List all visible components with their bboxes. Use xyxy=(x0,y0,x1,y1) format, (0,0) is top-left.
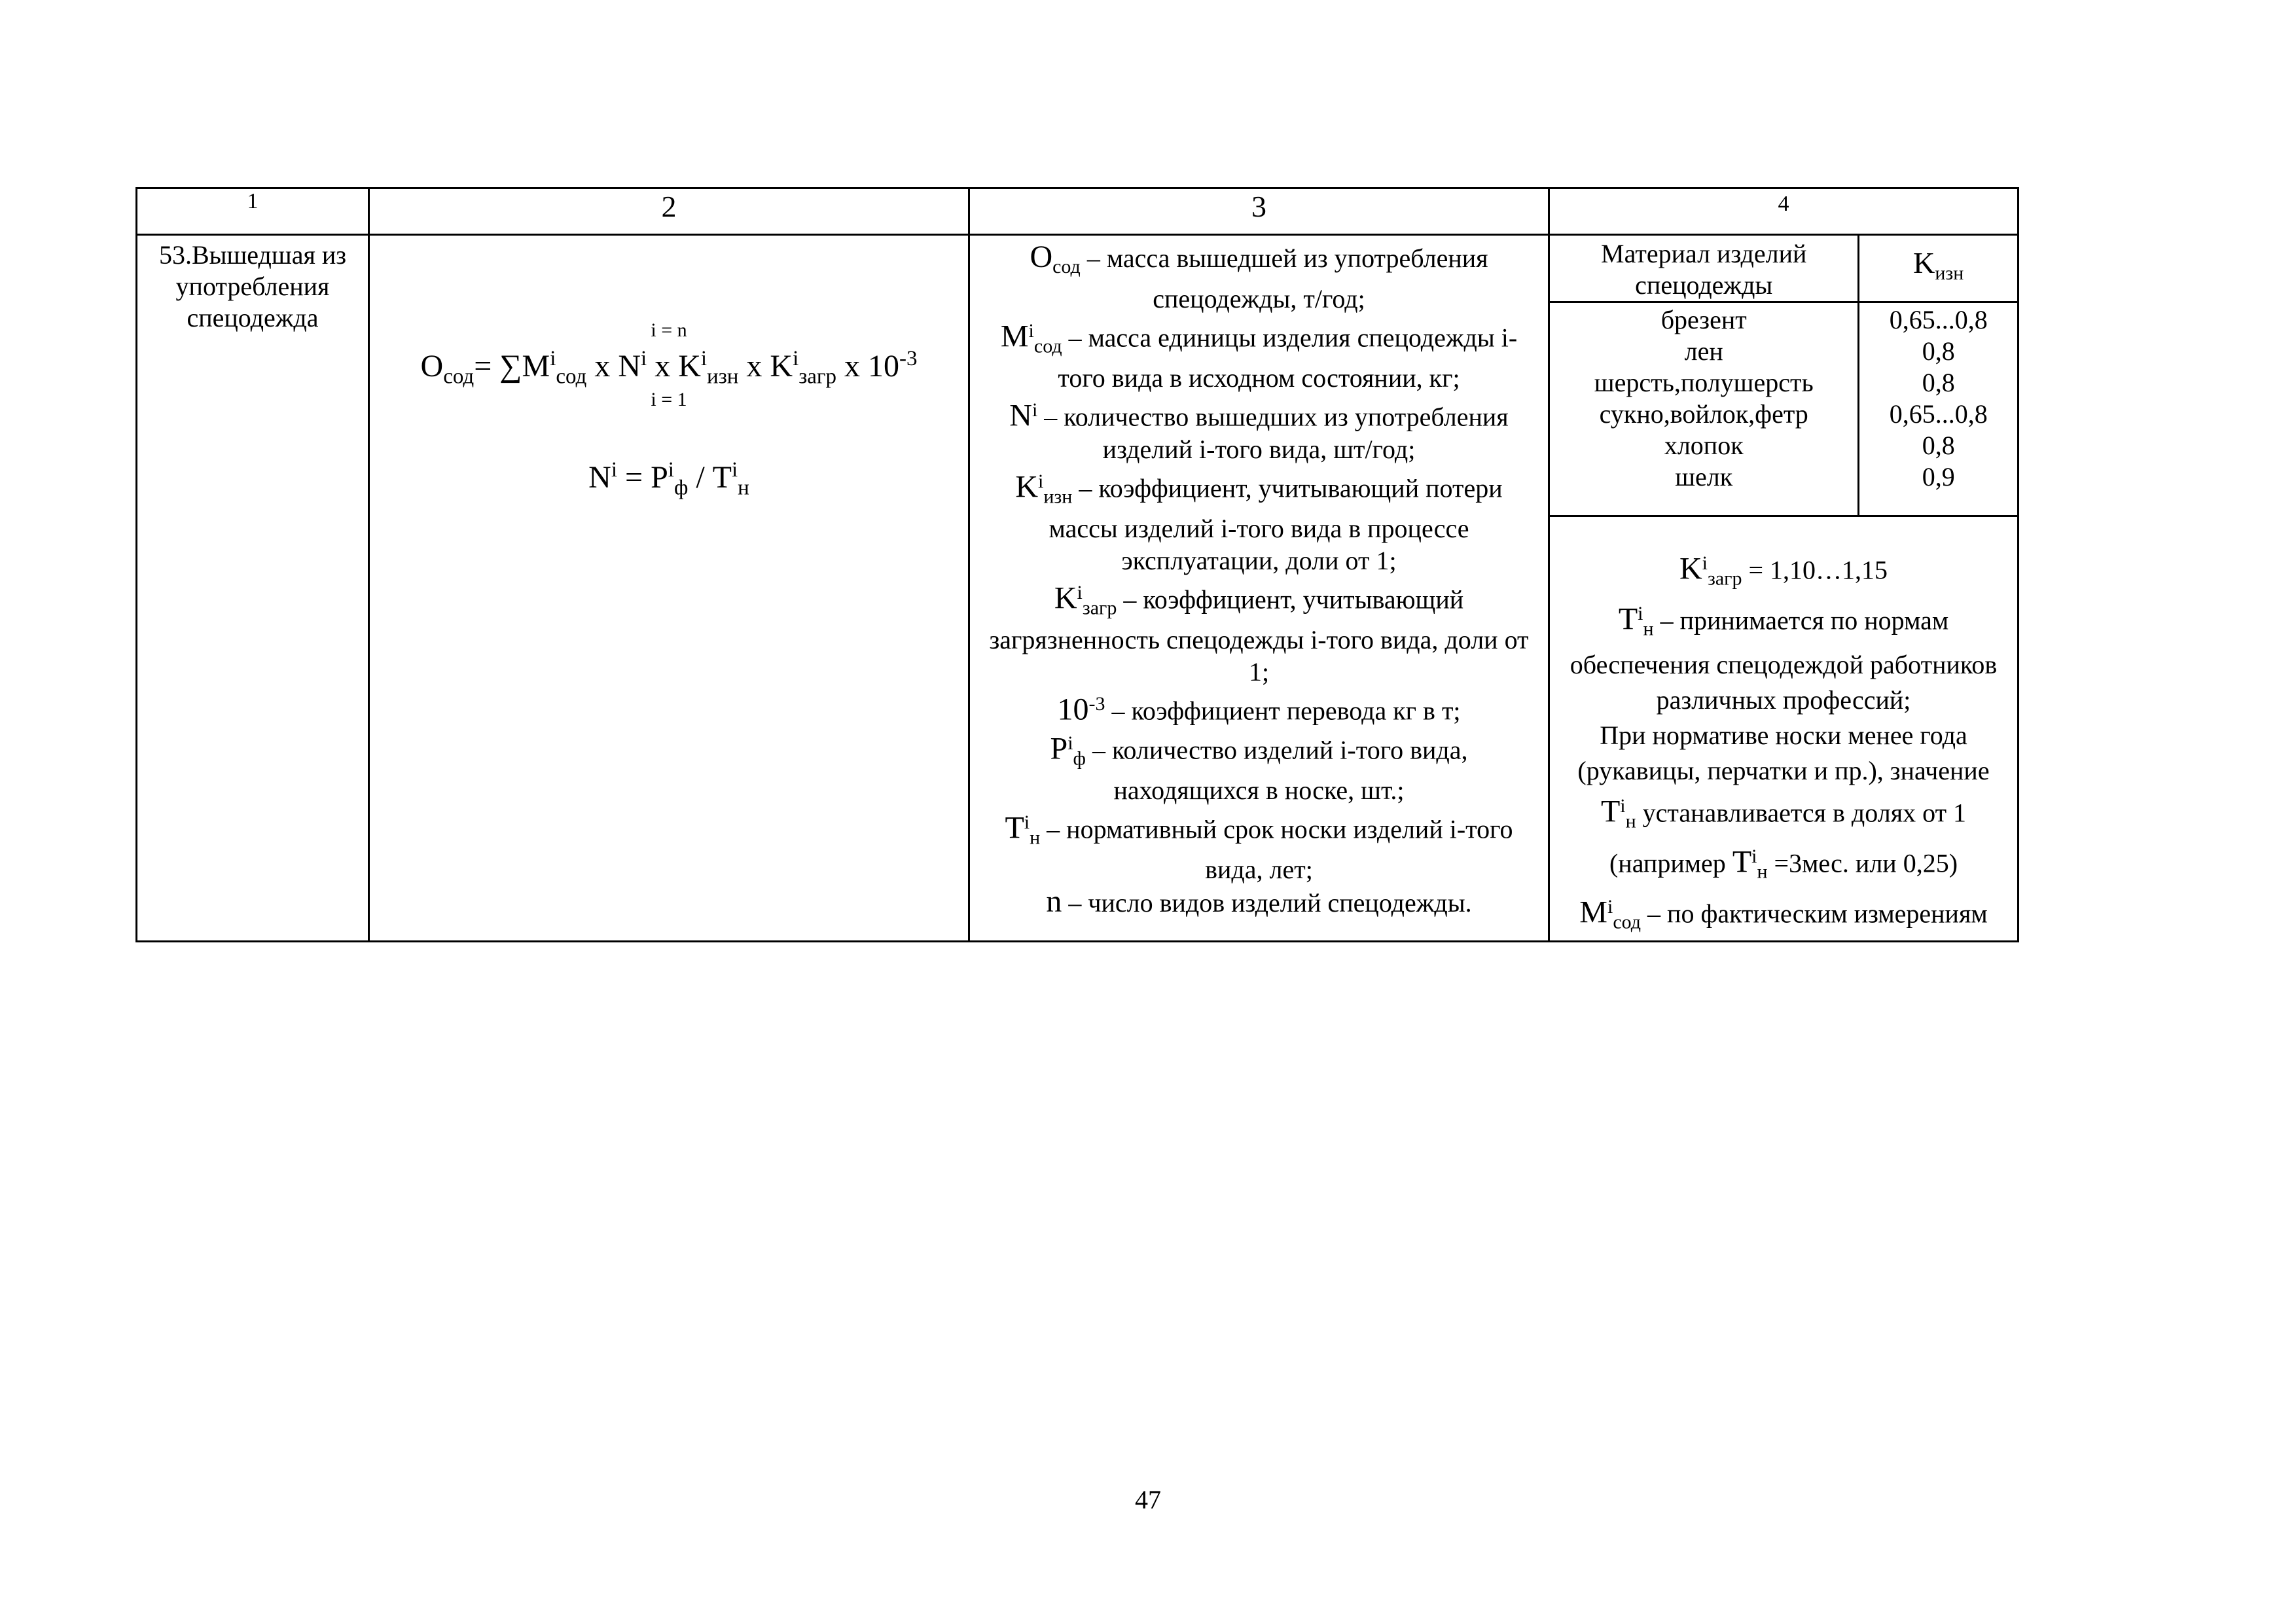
note-t-n: $Т^i_н$ – принимается по нормам обеспечения спецодеждой работников различных профессий; xyxy=(1570,601,1998,715)
notes-block xyxy=(1550,515,2017,940)
definition-m-sod: $М^i_{сод}$ – масса единицы изделия спецодежды i-того вида в исходном состоянии, кг; xyxy=(1000,319,1518,393)
list-item: сукно,войлок,фетр xyxy=(1599,399,1808,429)
table-row xyxy=(137,235,2018,942)
sum-lower-limit: i = 1 xyxy=(651,389,687,410)
header-row xyxy=(137,188,2018,235)
main-formula: $О_{сод}= \sum М^i_{сод}$ х $N^i$ х $K^i_{изн}$ х $K^i_{загр}$ х $10^{-3}$ xyxy=(420,347,918,389)
material-header: Материал изделий спецодежды xyxy=(1550,236,1859,302)
k-value-list xyxy=(1859,302,2017,516)
definition-t-n: $Т^i_н$ – нормативный срок носки изделий i-того вида, лет; xyxy=(1005,810,1513,885)
list-item: брезент xyxy=(1660,305,1747,334)
list-item: 0,8 xyxy=(1922,368,1955,397)
definition-k-izn: $K^i_{изн}$ – коэффициент, учитывающий потери массы изделий i-того вида в процессе эксплуатации, доли от 1; xyxy=(1015,469,1503,575)
formula-cell xyxy=(369,235,969,942)
coefficients-cell xyxy=(1549,235,2018,942)
note-t-n-fraction: $Т^i_н$ устанавливается в долях от 1 xyxy=(1600,793,1967,832)
column-header-4: 4 xyxy=(1549,188,2018,235)
list-item: шерсть,полушерсть xyxy=(1594,368,1814,397)
list-item: 0,8 xyxy=(1922,336,1955,366)
item-label: 53.Вышедшая из употребления спецодежда xyxy=(137,235,369,942)
definition-coefficient: $10^{-3}$ – коэффициент перевода кг в т; xyxy=(1057,692,1461,727)
norms-table xyxy=(135,187,2019,942)
list-item: хлопок xyxy=(1664,431,1744,460)
material-list xyxy=(1550,302,1859,516)
note-example: (например $Т^i_н =3мес$. или 0,25) xyxy=(1609,844,1958,883)
definition-o-sod: $О_{сод}$ – масса вышедшей из употребления спецодежды, т/год; xyxy=(1030,240,1488,313)
definition-p-f: $P^i_ф$ – количество изделий i-того вида, находящихся в носке, шт.; xyxy=(1050,730,1468,805)
list-item: шелк xyxy=(1675,462,1733,491)
k-izn-header: $K_{изн}$ xyxy=(1859,236,2017,302)
materials-table xyxy=(1550,236,2017,515)
second-formula: $N^i = P^i_ф / Т^i_н$ xyxy=(588,458,749,500)
column-header-1: 1 xyxy=(137,188,369,235)
note-k-zagr: $K^i_{загр}$ = 1,10…1,15 xyxy=(1679,551,1888,590)
definition-n: $N^i$ – количество вышедших из употребления изделий i-того вида, шт/год; xyxy=(1009,398,1509,464)
list-item: 0,65...0,8 xyxy=(1889,399,1988,429)
definition-k-zagr: $K^i_{загр}$ – коэффициент, учитывающий загрязненность спецодежды i-того вида, доли от 1; xyxy=(989,580,1529,687)
list-item: лен xyxy=(1684,336,1723,366)
note-m-sod: $М^i_{сод}$ – по фактическим измерениям xyxy=(1579,895,1988,933)
list-item: 0,9 xyxy=(1922,462,1955,491)
definitions-cell xyxy=(969,235,1549,942)
list-item: 0,8 xyxy=(1922,431,1955,460)
sum-upper-limit: i = n xyxy=(651,319,687,341)
note-norm: При нормативе носки менее года (рукавицы, перчатки и пр.), значение xyxy=(1577,720,1990,785)
definition-n-types: n – число видов изделий спецодежды. xyxy=(1046,884,1472,919)
list-item: 0,65...0,8 xyxy=(1889,305,1988,334)
page-number: 47 xyxy=(1135,1485,1161,1514)
column-header-3: 3 xyxy=(969,188,1549,235)
column-header-2: 2 xyxy=(369,188,969,235)
